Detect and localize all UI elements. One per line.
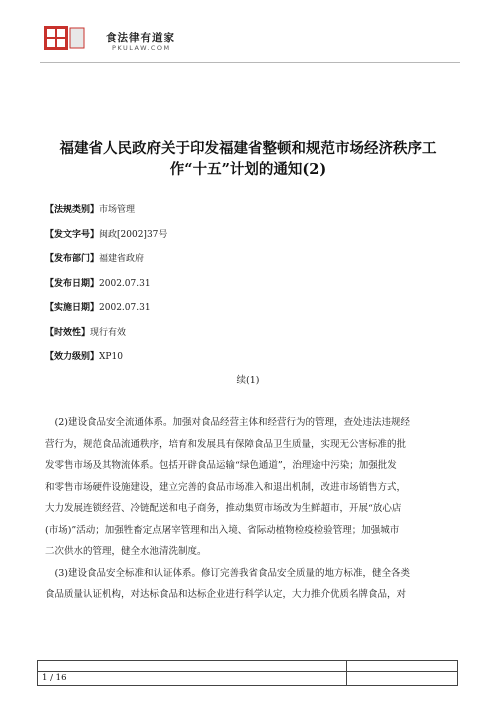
paragraph-line: 发零售市场及其物流体系。包括开辟食品运输“绿色通道”，治理途中污染；加强批发 — [45, 460, 397, 471]
paragraph-line: 二次供水的管理，健全水池清洗制度。 — [45, 546, 207, 557]
meta-document-number — [45, 229, 465, 254]
document-body — [45, 412, 463, 606]
paragraph — [45, 563, 463, 606]
paragraph-line: (3)建设食品安全标准和认证体系。修订完善我省食品安全质量的地方标准，健全各类 — [45, 567, 410, 579]
continued-label: 续(1) — [236, 375, 260, 386]
document-title — [36, 138, 460, 180]
meta-value: 福建省政府 — [99, 254, 145, 264]
meta-key: 【时效性】 — [45, 327, 91, 338]
pkulaw-logo-icon — [44, 26, 70, 52]
paragraph-line: (市场)”活动；加强牲畜定点屠宰管理和出入境、省际动植物检疫检验管理；加强城市 — [45, 524, 400, 536]
paragraph — [45, 412, 463, 563]
paragraph-line: 营行为，规范食品流通秩序，培育和发展具有保障食品卫生质量，实现无公害标准的批 — [45, 438, 407, 450]
meta-value: 2002.07.31 — [99, 278, 151, 289]
page-footer — [37, 660, 458, 686]
meta-value: XP10 — [99, 352, 123, 362]
meta-category — [45, 204, 465, 229]
meta-value: 现行有效 — [90, 327, 127, 338]
meta-validity — [45, 327, 465, 352]
footer-top-row — [38, 661, 457, 672]
paragraph-line: 大力发展连锁经营、冷链配送和电子商务，推动集贸市场改为生鲜超市，开展“放心店 — [45, 503, 402, 514]
meta-key: 【效力级别】 — [45, 352, 100, 362]
paragraph-line: (2)建设食品安全流通体系。加强对食品经营主体和经营行为的管理，查处违法违规经 — [45, 417, 410, 428]
meta-issuing-department — [45, 253, 465, 278]
meta-key: 【发布日期】 — [45, 278, 100, 289]
site-name: 食法律有道家 — [106, 32, 175, 44]
title-line: 作“十五”计划的通知(2) — [169, 161, 327, 178]
meta-key: 【实施日期】 — [45, 303, 100, 313]
meta-value: 2002.07.31 — [99, 303, 151, 313]
site-header — [40, 24, 460, 66]
meta-key: 【发文字号】 — [45, 229, 100, 240]
meta-key: 【法规类别】 — [45, 205, 100, 215]
header-divider — [40, 62, 460, 63]
paragraph-line: 食品质量认证机构，对达标食品和达标企业进行科学认定，大力推介优质名牌食品，对 — [45, 589, 407, 600]
page-number: 1 / 16 — [42, 673, 67, 683]
meta-value: 闽政[2002]37号 — [99, 229, 168, 240]
meta-value: 市场管理 — [99, 205, 136, 215]
meta-effective-date — [45, 302, 465, 327]
title-line: 福建省人民政府关于印发福建省整顿和规范市场经济秩序工 — [59, 140, 437, 157]
meta-key: 【发布部门】 — [45, 254, 100, 264]
paragraph-line: 和零售市场硬件设施建设，建立完善的食品市场准入和退出机制，改进市场销售方式， — [45, 481, 407, 493]
metadata-list — [45, 204, 465, 376]
site-url[interactable]: PKULAW.COM — [112, 44, 171, 52]
meta-publish-date — [45, 278, 465, 303]
footer-cell-divider — [346, 661, 347, 685]
